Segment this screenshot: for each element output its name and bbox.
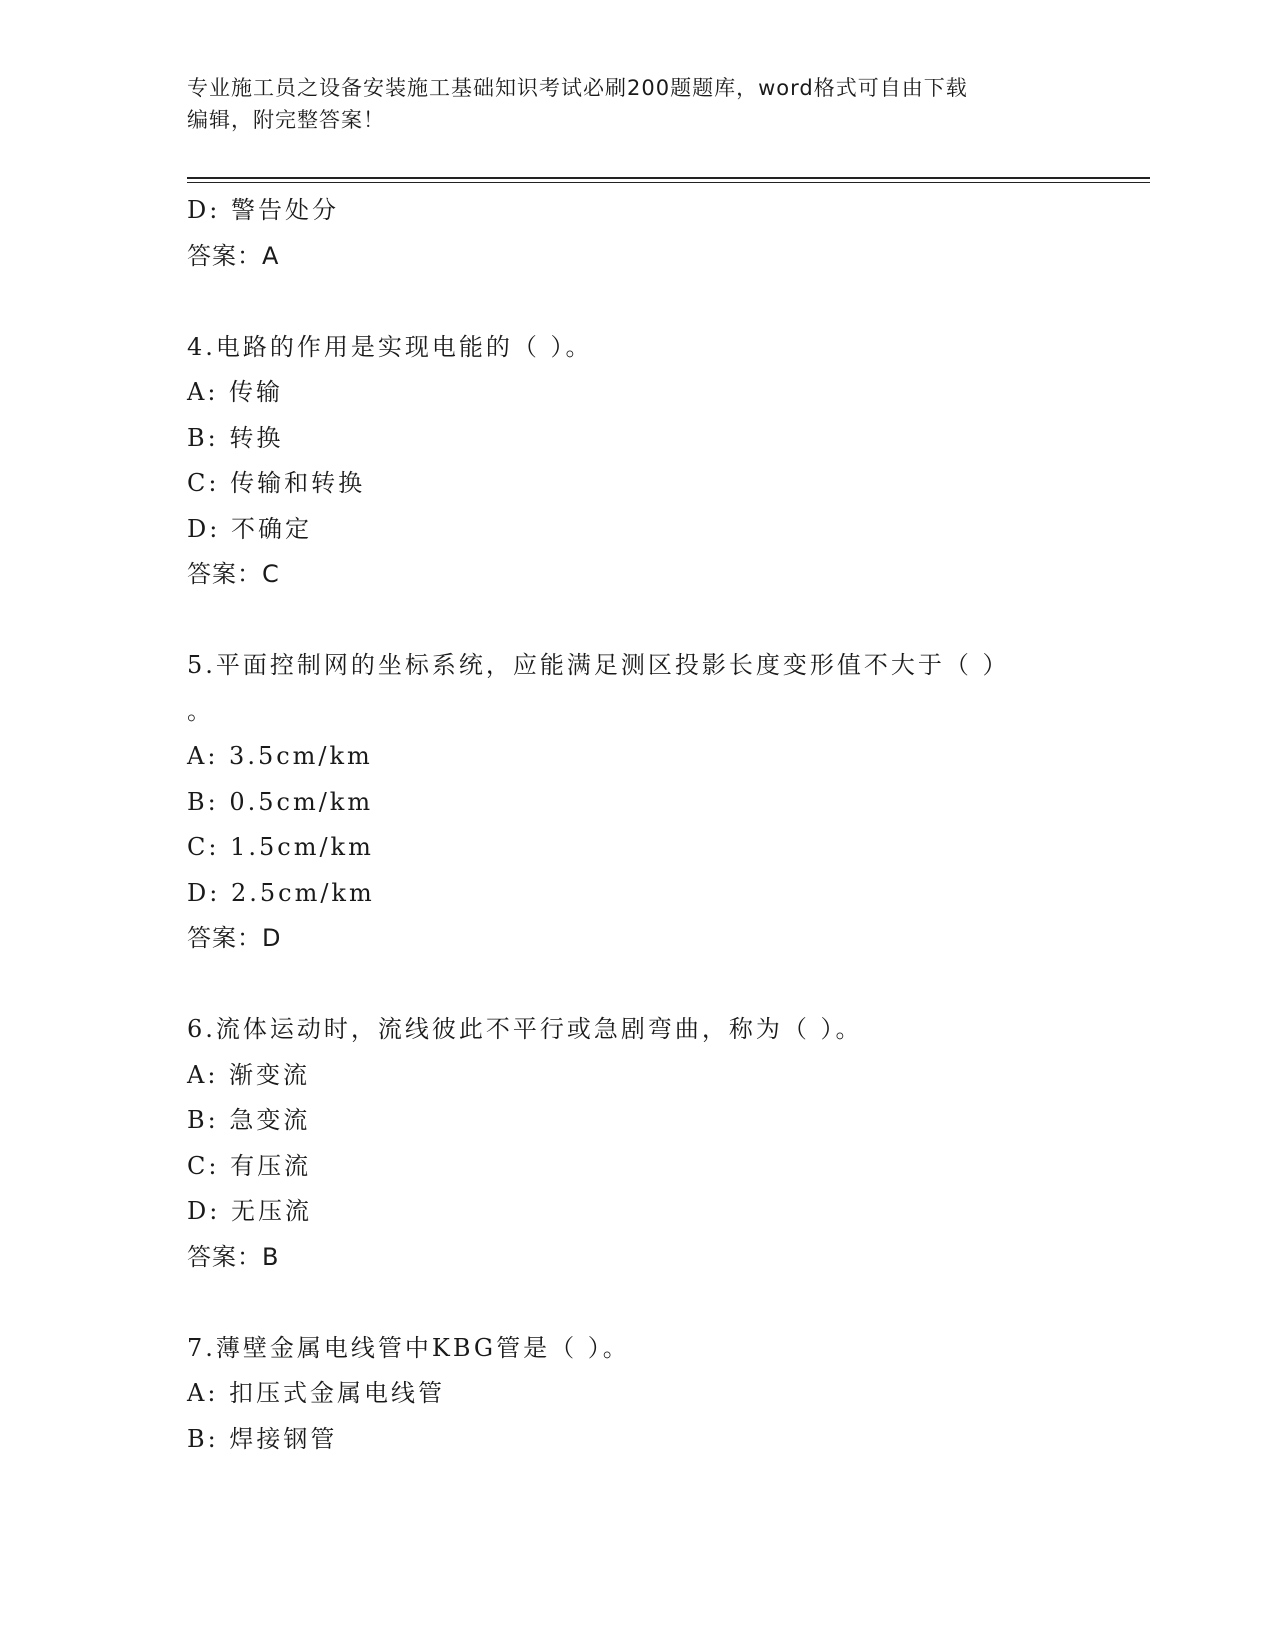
prev-answer: 答案：A	[187, 241, 280, 270]
option-a: A: 渐变流	[187, 1060, 311, 1089]
option-b: B: 0.5cm/km	[187, 787, 374, 816]
answer: 答案：D	[187, 924, 282, 952]
option-a: A: 3.5cm/km	[187, 742, 373, 770]
question-stem: 7.薄壁金属电线管中KBG管是（ ）。	[187, 1333, 630, 1362]
spacer	[187, 279, 1137, 325]
header-rule-thick	[187, 177, 1150, 179]
answer: 答案：C	[187, 560, 280, 588]
spacer	[187, 1280, 1137, 1326]
option-b: B: 焊接钢管	[187, 1424, 338, 1453]
question-stem: 6.流体运动时，流线彼此不平行或急剧弯曲，称为（ ）。	[187, 1015, 863, 1043]
question-content	[187, 188, 1137, 1462]
option-c: C: 传输和转换	[187, 469, 366, 497]
spacer	[187, 962, 1137, 1008]
option-a: A: 传输	[187, 378, 284, 406]
spacer	[187, 598, 1137, 644]
question-5	[187, 643, 1137, 962]
question-6	[187, 1007, 1137, 1280]
option-b: B: 转换	[187, 423, 284, 452]
option-b: B: 急变流	[187, 1106, 311, 1134]
question-stem-continuation: 。	[187, 696, 214, 725]
header-rule-thin	[187, 182, 1150, 183]
question-stem: 5.平面控制网的坐标系统，应能满足测区投影长度变形值不大于（ ）	[187, 651, 1010, 679]
answer: 答案：B	[187, 1242, 280, 1271]
question-stem: 4.电路的作用是实现电能的（ ）。	[187, 332, 593, 361]
header-line-2: 编辑，附完整答案！	[187, 108, 385, 132]
header-line-1: 专业施工员之设备安装施工基础知识考试必刷200题题库，word格式可自由下载	[187, 76, 968, 100]
option-d: D: 2.5cm/km	[187, 878, 375, 907]
option-c: C: 1.5cm/km	[187, 833, 374, 861]
option-d: D: 无压流	[187, 1197, 312, 1225]
question-4	[187, 325, 1137, 598]
option-c: C: 有压流	[187, 1151, 312, 1180]
document-header	[187, 72, 1067, 136]
question-7	[187, 1326, 1137, 1463]
option-a: A: 扣压式金属电线管	[187, 1379, 446, 1407]
option-d: D: 不确定	[187, 514, 312, 543]
prev-option-d: D: 警告处分	[187, 196, 339, 224]
